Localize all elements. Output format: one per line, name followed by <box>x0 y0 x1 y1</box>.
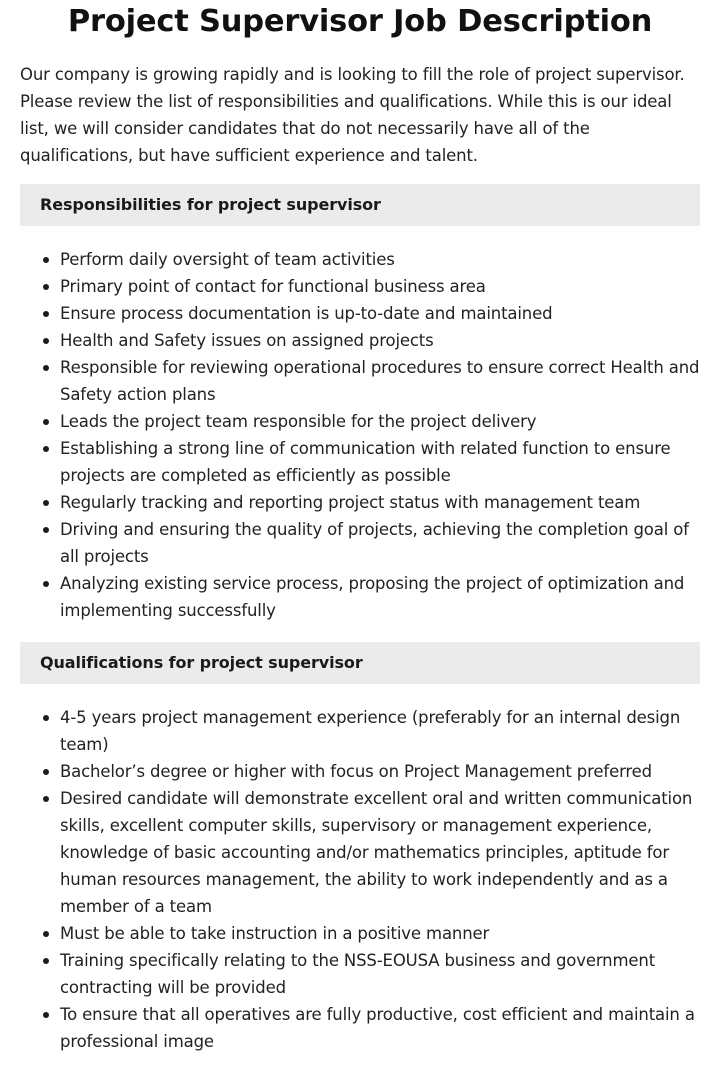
list-item: Primary point of contact for functional business area <box>60 273 700 300</box>
list-item: Perform daily oversight of team activities <box>60 246 700 273</box>
page-title: Project Supervisor Job Description <box>67 4 653 39</box>
list-item: Ensure process documentation is up-to-date and maintained <box>60 300 700 327</box>
list-item: To ensure that all operatives are fully productive, cost efficient and maintain a professional image <box>60 1001 700 1055</box>
qualifications-heading: Qualifications for project supervisor <box>20 642 700 684</box>
list-item: Analyzing existing service process, proposing the project of optimization and implementing successfully <box>60 570 700 624</box>
list-item: Training specifically relating to the NSS-EOUSA business and government contracting will be provided <box>60 947 700 1001</box>
list-item: Desired candidate will demonstrate excellent oral and written communication skills, excellent computer skills, supervisory or management experience, knowledge of basic accounting and/or mathematics principles, aptitude for human resources management, the ability to work independently and as a member of a team <box>60 785 700 920</box>
responsibilities-list <box>20 246 700 624</box>
intro-paragraph: Our company is growing rapidly and is looking to fill the role of project supervisor. Please review the list of responsibilities and qualifications. While this is our ideal list, we will consider candidates that do not necessarily have all of the qualifications, but have sufficient experience and talent. <box>20 65 685 165</box>
list-item: Bachelor’s degree or higher with focus on Project Management preferred <box>60 758 700 785</box>
list-item: Regularly tracking and reporting project status with management team <box>60 489 700 516</box>
list-item: Leads the project team responsible for the project delivery <box>60 408 700 435</box>
list-item: Responsible for reviewing operational procedures to ensure correct Health and Safety action plans <box>60 354 700 408</box>
list-item: Must be able to take instruction in a positive manner <box>60 920 700 947</box>
qualifications-list <box>20 704 700 1055</box>
list-item: Driving and ensuring the quality of projects, achieving the completion goal of all projects <box>60 516 700 570</box>
list-item: Establishing a strong line of communication with related function to ensure projects are completed as efficiently as possible <box>60 435 700 489</box>
responsibilities-heading: Responsibilities for project supervisor <box>20 184 700 226</box>
list-item: Health and Safety issues on assigned projects <box>60 327 700 354</box>
list-item: 4-5 years project management experience (preferably for an internal design team) <box>60 704 700 758</box>
